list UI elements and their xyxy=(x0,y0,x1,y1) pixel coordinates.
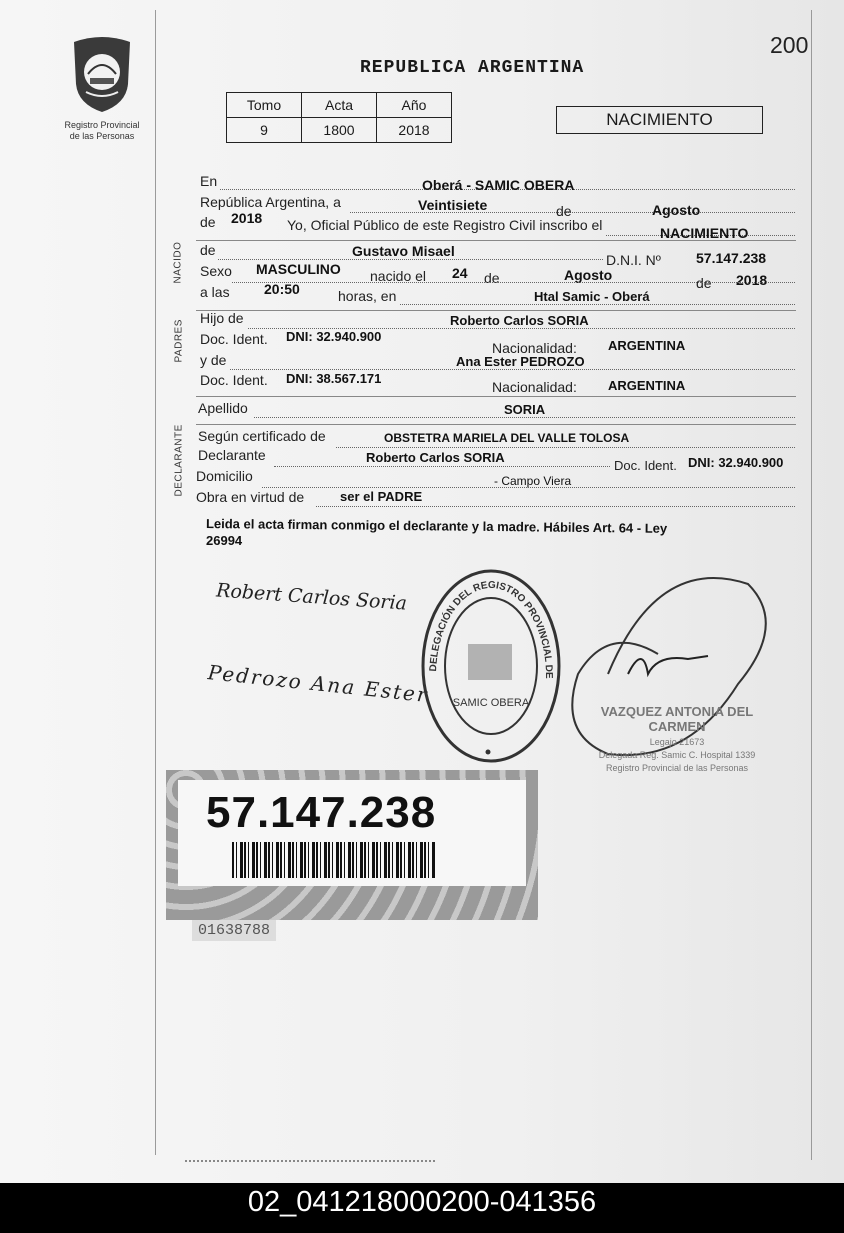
doc2-label: Doc. Ident. xyxy=(200,372,268,388)
mother-value: Ana Ester PEDROZO xyxy=(456,354,585,369)
en-label: En xyxy=(200,173,218,189)
section-label-nacido: NACIDO xyxy=(172,241,184,284)
reference-table xyxy=(226,92,452,143)
nac2-value: ARGENTINA xyxy=(608,378,686,393)
id-number: 57.147.238 xyxy=(206,788,437,837)
section-label-padres: PADRES xyxy=(173,319,185,363)
nacido-el-label: nacido el xyxy=(370,268,427,284)
official-name: VAZQUEZ ANTONIA DEL CARMEN xyxy=(600,704,754,734)
nac2-label: Nacionalidad: xyxy=(492,379,577,395)
section-label-declarante: DECLARANTE xyxy=(173,424,185,497)
ref-value-ano: 2018 xyxy=(377,118,452,143)
act-type-box xyxy=(556,106,763,134)
yde-label: y de xyxy=(200,352,227,368)
official-line4: Registro Provincial de las Personas xyxy=(605,763,749,773)
inscribo-value: NACIMIENTO xyxy=(660,225,749,241)
father-value: Roberto Carlos SORIA xyxy=(450,313,589,328)
sexo-value: MASCULINO xyxy=(256,261,341,277)
child-dni-value: 57.147.238 xyxy=(696,250,767,266)
day-value: Veintisiete xyxy=(418,197,488,213)
de2-label: de xyxy=(200,214,216,230)
file-id-footer: 02_041218000200-041356 xyxy=(0,1183,844,1233)
decl-doc-value: DNI: 32.940.900 xyxy=(688,455,784,470)
declarante-value: Roberto Carlos SORIA xyxy=(366,450,505,465)
ref-header-ano: Año xyxy=(377,93,452,118)
barcode xyxy=(232,842,436,878)
alas-label: a las xyxy=(200,284,230,300)
document-title: REPUBLICA ARGENTINA xyxy=(360,58,585,78)
year-value: 2018 xyxy=(231,210,263,226)
dni-label: D.N.I. Nº xyxy=(606,252,661,268)
domicilio-label: Domicilio xyxy=(196,468,253,484)
logo-caption xyxy=(50,120,154,142)
birth-time-value: 20:50 xyxy=(264,281,300,297)
serial-number: 01638788 xyxy=(192,920,276,941)
apellido-label: Apellido xyxy=(198,400,248,416)
official-stamp-text xyxy=(572,704,782,773)
right-margin-line xyxy=(811,10,812,1160)
birth-month-value: Agosto xyxy=(564,267,613,283)
closing-line2: 26994 xyxy=(206,533,243,548)
doc1-value: DNI: 32.940.900 xyxy=(286,329,382,344)
en-value: Oberá - SAMIC OBERA xyxy=(422,177,575,193)
child-name-value: Gustavo Misael xyxy=(352,243,455,259)
cert-label: Según certificado de xyxy=(198,428,326,444)
signature-madre: Pedrozo Ana Ester xyxy=(206,660,430,708)
doc2-value: DNI: 38.567.171 xyxy=(286,371,382,386)
ref-header-tomo: Tomo xyxy=(227,93,302,118)
apellido-value: SORIA xyxy=(504,402,546,417)
month-value: Agosto xyxy=(652,202,701,218)
province-logo xyxy=(66,34,138,114)
de-label: de xyxy=(556,203,572,219)
id-sticker xyxy=(166,770,538,920)
horas-label: horas, en xyxy=(338,288,397,304)
nacido-de-label2: de xyxy=(484,270,500,286)
sexo-label: Sexo xyxy=(200,263,232,279)
hijo-label: Hijo de xyxy=(200,310,244,326)
birth-day-value: 24 xyxy=(452,265,468,281)
decl-doc-label: Doc. Ident. xyxy=(614,458,677,473)
logo-caption-line1: Registro Provincial xyxy=(64,120,140,130)
nacido-de-label: de xyxy=(200,242,216,258)
logo-caption-line2: de las Personas xyxy=(69,131,135,141)
oficial-text: Yo, Oficial Público de este Registro Civil inscribo el xyxy=(287,217,603,233)
registry-stamp xyxy=(416,566,566,766)
stamp-ring-text: DELEGACIÓN DEL REGISTRO PROVINCIAL DE xyxy=(428,579,555,679)
birth-place-value: Htal Samic - Oberá xyxy=(534,289,650,304)
doc1-label: Doc. Ident. xyxy=(200,331,268,347)
oval-stamp-icon xyxy=(416,566,566,766)
nacido-de-label3: de xyxy=(696,275,712,291)
ref-header-acta: Acta xyxy=(302,93,377,118)
closing-line1: Leida el acta firman conmigo el declarante y la madre. Hábiles Art. 64 - Ley xyxy=(205,516,668,536)
official-line2: Legajo 21673 xyxy=(649,737,705,747)
declarante-label: Declarante xyxy=(198,447,266,463)
cert-value: OBSTETRA MARIELA DEL VALLE TOLOSA xyxy=(384,431,630,445)
act-type-label: NACIMIENTO xyxy=(606,110,713,129)
stamp-inner-text: SAMIC OBERA xyxy=(452,697,530,709)
rep-label: República Argentina, a xyxy=(200,194,341,210)
coat-of-arms-icon xyxy=(66,34,138,114)
left-margin-line xyxy=(155,10,156,1155)
ref-value-acta: 1800 xyxy=(302,118,377,143)
birth-year-value: 2018 xyxy=(736,272,768,288)
domicilio-value: - Campo Viera xyxy=(494,474,572,488)
nac1-value: ARGENTINA xyxy=(608,338,686,353)
bottom-edge-line xyxy=(185,1160,435,1162)
official-line3: Delegada Reg. Samic C. Hospital 1339 xyxy=(598,750,756,760)
page-number: 200 xyxy=(770,32,809,58)
signature-declarante: Robert Carlos Soria xyxy=(215,579,408,615)
nac1-label: Nacionalidad: xyxy=(492,340,577,356)
obra-label: Obra en virtud de xyxy=(196,489,305,505)
obra-value: ser el PADRE xyxy=(340,489,423,504)
ref-value-tomo: 9 xyxy=(227,118,302,143)
